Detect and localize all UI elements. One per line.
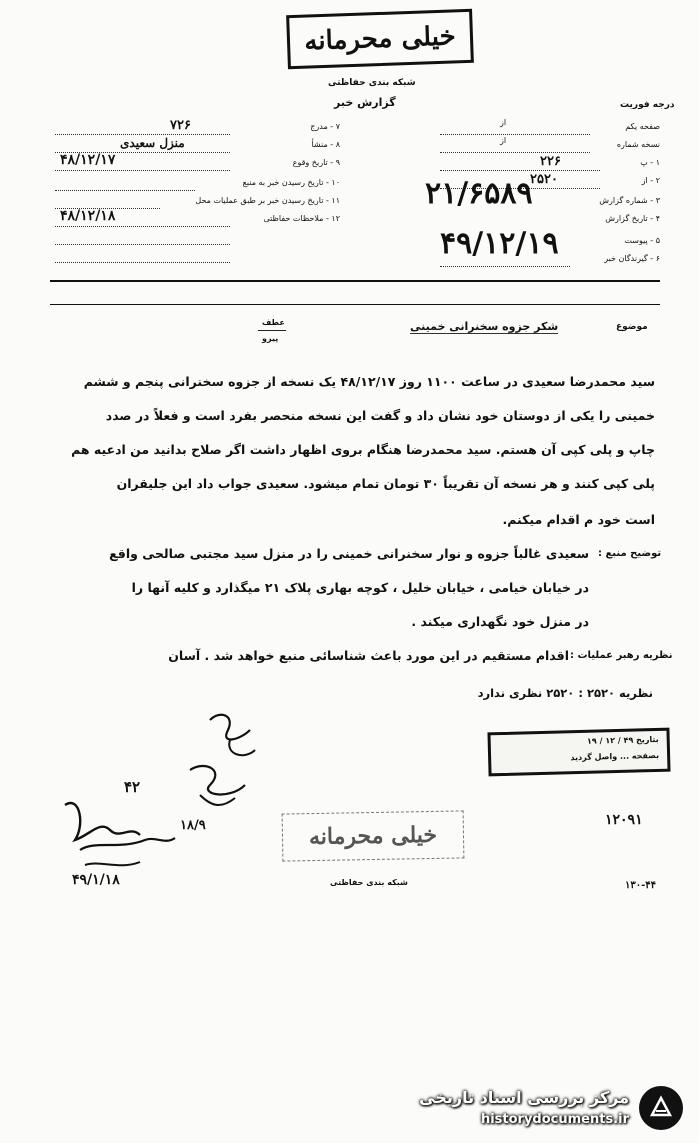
field-line xyxy=(440,266,570,267)
field-line xyxy=(55,190,195,191)
left-field-label: ۱۲ - ملاحظات حفاظتی xyxy=(263,214,340,223)
archive-logo-icon xyxy=(639,1086,683,1130)
bottom-classification-stamp xyxy=(282,810,465,861)
annotation-number-left: ۴۲ xyxy=(124,778,141,796)
field-line xyxy=(440,134,590,135)
body-line: سید محمدرضا سعیدی در ساعت ۱۱۰۰ روز ۴۸/۱۲/۱۷ یک نسخه از جزوه سخنرانی پنجم و ششم xyxy=(83,374,655,389)
watermark-url: historydocuments.ir xyxy=(480,1112,629,1127)
explanation-line: سعیدی غالباً جزوه و نوار سخنرانی خمینی را در منزل سید مجتبی صالحی واقع xyxy=(109,546,589,561)
right-field-label: ۲ - از xyxy=(641,176,660,185)
archive-watermark xyxy=(405,1082,695,1138)
right-field-label: صفحه یکم xyxy=(625,122,660,131)
classification-stamp-text: خیلی محرمانه xyxy=(303,21,457,57)
opinion-2-text: نظریه ۲۵۲۰ : ۲۵۲۰ نظری ندارد xyxy=(477,686,653,700)
annotation-number-right: ۱۲۰۹۱ xyxy=(605,812,643,828)
field-line xyxy=(55,134,230,135)
left-field-value: ۷۲۶ xyxy=(170,118,191,133)
receipt-stamp-line2: بصفحه ... واصل گردید xyxy=(570,750,660,763)
subject-label: موضوع xyxy=(616,322,648,332)
ref-divider xyxy=(258,330,286,331)
field-line xyxy=(55,244,230,245)
separator-line xyxy=(50,304,660,305)
explanation-line: در خیابان خیامی ، خیابان خلیل ، کوچه بهاری پلاک ۲۱ میگذارد و کلیه آنها را xyxy=(131,580,589,595)
priority-label: درجه فوریت xyxy=(620,100,675,110)
body-line: خمینی را یکی از دوستان خود نشان داد و گفت این نسخه منحصر بفرد است و فعلاً در صدد xyxy=(105,408,655,423)
receipt-stamp-line1: بتاریخ ۴۹ / ۱۲ / ۱۹ xyxy=(586,734,659,746)
subject-text: شکر جزوه سخنرانی خمینی xyxy=(410,320,559,333)
report-number-handwritten: ۲۱/۶۵۸۹ xyxy=(425,176,533,211)
right-field-label: ۶ - گیرندگان خبر xyxy=(604,254,660,263)
bottom-stamp-text: خیلی محرمانه xyxy=(308,821,438,851)
left-field-label: ۱۰ - تاریخ رسیدن خبر به منبع xyxy=(242,178,340,187)
right-field-value: از xyxy=(500,118,507,127)
right-field-label: ۳ - شماره گزارش xyxy=(599,196,660,205)
field-line xyxy=(440,152,590,153)
receipt-stamp xyxy=(487,728,670,777)
right-field-value: ۲۲۶ xyxy=(540,154,561,169)
right-field-value: از xyxy=(500,136,507,145)
explanation-label: توضیح منبع : xyxy=(598,548,662,559)
opinion-text: اقدام مستقیم در این مورد باعث شناسائی منبع خواهد شد . آسان xyxy=(168,648,569,663)
field-line xyxy=(55,226,230,227)
annotation-code-bottom: ۱۳۰-۴۴ xyxy=(625,880,657,891)
field-line xyxy=(55,170,230,171)
ref-label-bottom: پیرو xyxy=(262,334,279,343)
bottom-department-label: شبکه بندی حفاظتی xyxy=(330,878,408,887)
left-field-label: ۹ - تاریخ وقوع xyxy=(292,158,340,167)
field-line xyxy=(55,262,230,263)
ref-label-top: عطف xyxy=(262,318,285,327)
watermark-title: مرکز بررسی اسناد تاریخی xyxy=(419,1088,629,1107)
left-field-label: ۷ - مدرج xyxy=(310,122,340,131)
classification-stamp xyxy=(286,9,474,69)
left-field-value: ۴۸/۱۲/۱۸ xyxy=(60,208,116,224)
report-type-label: گزارش خبر xyxy=(334,96,396,109)
left-field-label: ۸ - منشأ xyxy=(311,140,340,149)
right-field-label: ۴ - تاریخ گزارش xyxy=(605,214,660,223)
body-line: پلی کپی کنند و هر نسخه آن تقریباً ۳۰ تومان تمام میشود. سعیدی جواب داد این جلیقران xyxy=(116,476,655,491)
handwritten-signatures xyxy=(60,700,300,890)
department-label: شبکه بندی حفاظتی xyxy=(328,78,416,88)
right-field-label: ۱ - پ xyxy=(640,158,660,167)
right-field-label: نسخه شماره xyxy=(616,140,660,149)
annotation-date-left: ۴۹/۱/۱۸ xyxy=(72,872,120,888)
opinion-label: نظریه رهبر عملیات : xyxy=(570,650,673,661)
report-date-handwritten: ۴۹/۱۲/۱۹ xyxy=(440,226,559,261)
left-field-value: منزل سعیدی xyxy=(120,136,185,150)
separator-line xyxy=(50,280,660,282)
field-line xyxy=(440,170,600,171)
left-field-label: ۱۱ - تاریخ رسیدن خبر بر طبق عملیات محل xyxy=(195,196,340,205)
left-field-value: ۴۸/۱۲/۱۷ xyxy=(60,152,116,168)
right-field-value: ۲۵۲۰ xyxy=(530,172,558,187)
body-line: چاپ و پلی کپی آن هستم. سید محمدرضا هنگام بروی اظهار داشت اگر صلاح بدانید من ادعیه هم xyxy=(71,442,655,457)
explanation-line: در منزل خود نگهداری میکند . xyxy=(411,614,589,629)
body-line: است خود م اقدام میکنم. xyxy=(502,512,655,527)
annotation-margin-note: ۱۸/۹ xyxy=(180,818,206,833)
right-field-label: ۵ - پیوست xyxy=(624,236,660,245)
